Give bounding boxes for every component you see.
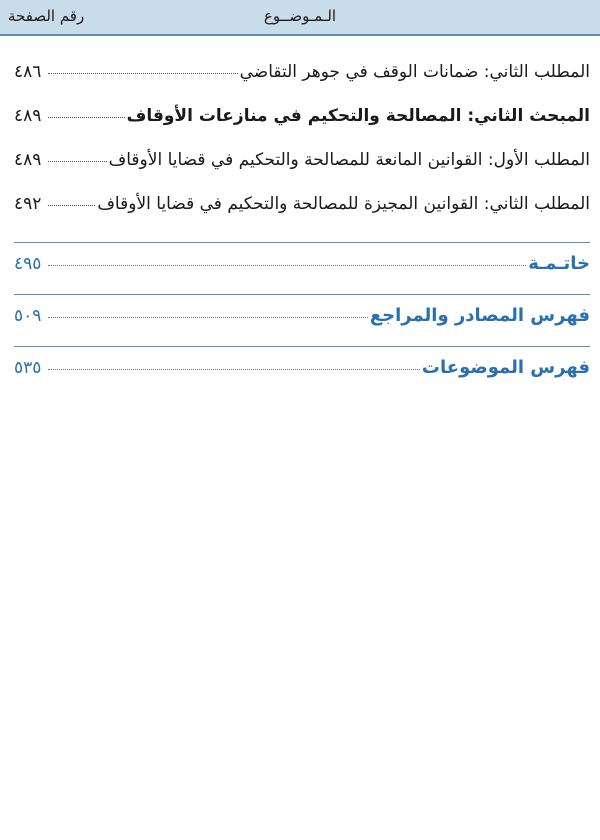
toc-entry-page: ٤٨٩ bbox=[14, 150, 42, 170]
table-of-contents bbox=[14, 58, 590, 398]
toc-entry[interactable] bbox=[14, 102, 590, 146]
toc-header bbox=[0, 0, 600, 36]
toc-entry-page: ٤٨٩ bbox=[14, 106, 42, 126]
dot-leader bbox=[48, 205, 95, 206]
toc-entry-title: المبحث الثاني: المصالحة والتحكيم في منازعات الأوقاف bbox=[126, 106, 590, 126]
dot-leader bbox=[48, 161, 107, 162]
toc-section[interactable] bbox=[14, 294, 590, 346]
toc-entry-title: المطلب الثاني: ضمانات الوقف في جوهر التقاضي bbox=[239, 62, 590, 82]
toc-section-page: ٥٠٩ bbox=[14, 306, 42, 326]
toc-section-title: فهرس المصادر والمراجع bbox=[369, 305, 590, 326]
dot-leader bbox=[48, 369, 420, 370]
dot-leader bbox=[48, 117, 125, 118]
toc-section-title: خاتـمـة bbox=[528, 253, 590, 274]
toc-entry[interactable] bbox=[14, 58, 590, 102]
dot-leader bbox=[48, 265, 526, 266]
toc-entry[interactable] bbox=[14, 190, 590, 234]
toc-section[interactable] bbox=[14, 242, 590, 294]
spacer bbox=[14, 234, 590, 242]
topic-column-label: الـمـوضــوع bbox=[263, 7, 337, 25]
toc-section-title: فهرس الموضوعات bbox=[421, 357, 590, 378]
toc-entry-title: المطلب الأول: القوانين المانعة للمصالحة والتحكيم في قضايا الأوقاف bbox=[108, 150, 590, 170]
toc-entry-page: ٤٨٦ bbox=[14, 62, 42, 82]
toc-entry-page: ٤٩٢ bbox=[14, 194, 42, 214]
dot-leader bbox=[48, 73, 238, 74]
toc-section-page: ٤٩٥ bbox=[14, 254, 42, 274]
dot-leader bbox=[48, 317, 368, 318]
toc-section[interactable] bbox=[14, 346, 590, 398]
toc-entry[interactable] bbox=[14, 146, 590, 190]
page-column-label: رقم الصفحة bbox=[8, 7, 85, 25]
toc-entry-title: المطلب الثاني: القوانين المجيزة للمصالحة والتحكيم في قضايا الأوقاف bbox=[97, 194, 590, 214]
toc-section-page: ٥٣٥ bbox=[14, 358, 42, 378]
